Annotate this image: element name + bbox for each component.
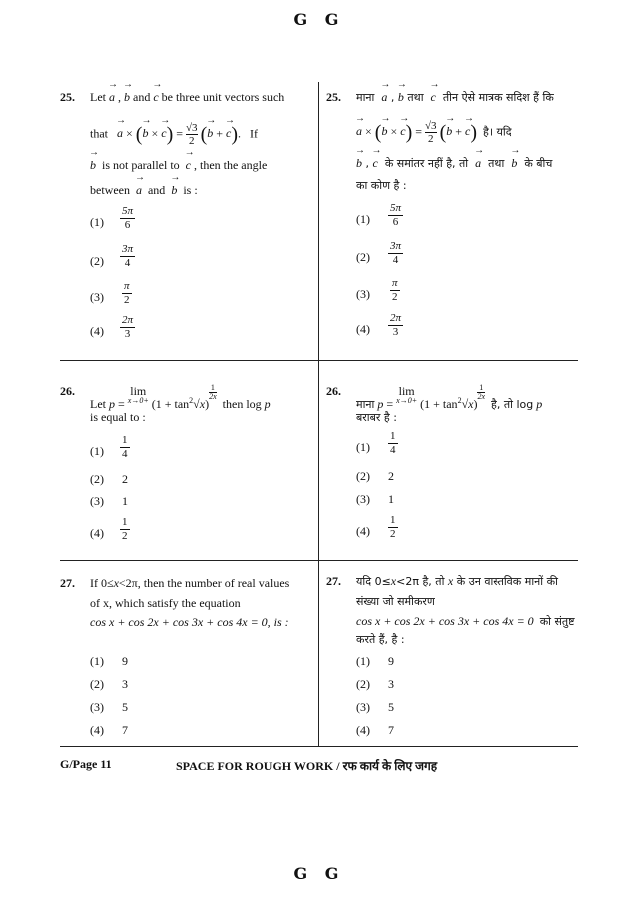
- q25-hi-option-1-value: $\frac{5\pi}{6}$: [390, 202, 402, 228]
- q25-en-line4: between → a and → b is :: [90, 183, 198, 198]
- q27-en-equation: cos x + cos 2x + cos 3x + cos 4x = 0, is :: [90, 615, 289, 629]
- q26-hi-option-4-label: (4): [356, 524, 370, 538]
- q26-hi-line1: माना p = lim x→0+ $(1 + \tan^2√x)$ $^{\frac{1}{2x}}$ है, तो log p: [356, 383, 543, 411]
- q26-separator-en: [60, 560, 318, 561]
- q25-hi-line1: माना → a , → b तथा → c तीन ऐसे मात्रक सदिश हैं कि: [356, 90, 554, 105]
- q27-hi-line4: करते हैं, है :: [356, 633, 405, 646]
- q26-en-option-2-label: (2): [90, 472, 104, 486]
- q26-hi-option-3-label: (3): [356, 492, 370, 506]
- q25-en-option-3-label: (3): [90, 290, 104, 304]
- q26-hi-option-4-value: $\frac{1}{2}$: [390, 514, 396, 540]
- q27-en-line2: of x, which satisfy the equation: [90, 596, 241, 610]
- q25-en-line2: that → a × (→ b × → c) = $\frac{√3}{2}$ (→ b + → c). If: [90, 122, 258, 147]
- column-divider: [318, 82, 319, 746]
- q27-en-option-2-label: (2): [90, 677, 104, 691]
- q27-hi-line1: यदि 0≤x<2π है, तो x के उन वास्तविक मानों की: [356, 574, 558, 588]
- q25-en-line3: → b is not parallel to → c , then the angle: [90, 158, 267, 173]
- q25-en-option-2-value: $\frac{3\pi}{4}$: [122, 243, 134, 269]
- q25-separator-hi: [318, 360, 578, 361]
- q26-en-option-1-value: $\frac{1}{4}$: [122, 434, 128, 460]
- q27-hi-option-2-value: 3: [388, 677, 394, 691]
- q26-en-line1: Let p = lim x→0+ $(1 + \tan^2√x)$ $^{\frac{1}{2x}}$ then log p: [90, 383, 271, 411]
- q27-hi-option-2-label: (2): [356, 677, 370, 691]
- q25-hi-option-1-label: (1): [356, 212, 370, 226]
- q26-en-option-2-value: 2: [122, 472, 128, 486]
- q26-separator-hi: [318, 560, 578, 561]
- q25-number: 25.: [60, 90, 75, 104]
- q25-hi-option-2-label: (2): [356, 250, 370, 264]
- q25-en-option-3-value: $\frac{\pi}{2}$: [124, 280, 130, 306]
- q26-en-option-3-label: (3): [90, 494, 104, 508]
- page-number: G/Page 11: [60, 757, 112, 771]
- q27-hi-line2: संख्या जो समीकरण: [356, 595, 435, 608]
- q27-en-option-1-label: (1): [90, 654, 104, 668]
- q26-en-option-4-value: $\frac{1}{2}$: [122, 516, 128, 542]
- q25-hi-option-3-value: $\frac{\pi}{2}$: [392, 277, 398, 303]
- q26-number-hi: 26.: [326, 384, 341, 398]
- footer-series-mark: G G: [293, 864, 345, 883]
- q27-en-option-4-label: (4): [90, 723, 104, 737]
- q27-number: 27.: [60, 576, 75, 590]
- header-series-mark: G G: [293, 10, 345, 29]
- q27-en-option-3-label: (3): [90, 700, 104, 714]
- q27-en-option-2-value: 3: [122, 677, 128, 691]
- q26-hi-option-1-label: (1): [356, 440, 370, 454]
- q25-hi-line4: का कोण है :: [356, 179, 407, 192]
- q26-hi-line2: बराबर है :: [356, 411, 397, 424]
- q26-en-option-4-label: (4): [90, 526, 104, 540]
- q25-en-option-2-label: (2): [90, 254, 104, 268]
- q27-hi-option-4-label: (4): [356, 723, 370, 737]
- q25-en-option-1-label: (1): [90, 215, 104, 229]
- q25-hi-line3: → b , → c के समांतर नहीं है, तो → a तथा → b के बीच: [356, 156, 552, 171]
- q27-en-option-1-value: 9: [122, 654, 128, 668]
- q26-en-option-3-value: 1: [122, 494, 128, 508]
- q25-hi-option-3-label: (3): [356, 287, 370, 301]
- q25-en-line1: Let → a , → b and → c be three unit vectors such: [90, 90, 284, 105]
- q25-number-hi: 25.: [326, 90, 341, 104]
- q27-hi-option-3-label: (3): [356, 700, 370, 714]
- q25-hi-option-4-label: (4): [356, 322, 370, 336]
- q27-en-option-3-value: 5: [122, 700, 128, 714]
- rough-work-label: SPACE FOR ROUGH WORK / रफ कार्य के लिए जगह: [176, 759, 438, 773]
- footer-rule: [60, 746, 578, 747]
- q25-hi-option-4-value: $\frac{2\pi}{3}$: [390, 312, 402, 338]
- q27-hi-option-1-value: 9: [388, 654, 394, 668]
- q26-en-line2: is equal to :: [90, 410, 146, 424]
- q26-hi-option-1-value: $\frac{1}{4}$: [390, 430, 396, 456]
- q27-hi-option-4-value: 7: [388, 723, 394, 737]
- q25-hi-line2: → a × (→ b × → c) = $\frac{√3}{2}$ (→ b + → c) है। यदि: [356, 120, 512, 145]
- q26-hi-option-2-label: (2): [356, 469, 370, 483]
- q27-en-line1: If 0≤x<2π, then the number of real values: [90, 576, 290, 590]
- q26-en-option-1-label: (1): [90, 444, 104, 458]
- q27-en-option-4-value: 7: [122, 723, 128, 737]
- q25-separator-en: [60, 360, 318, 361]
- q27-hi-option-1-label: (1): [356, 654, 370, 668]
- q25-en-option-1-value: $\frac{5\pi}{6}$: [122, 205, 134, 231]
- q27-hi-line3: cos x + cos 2x + cos 3x + cos 4x = 0 को संतुष्ट: [356, 614, 575, 628]
- q26-hi-option-3-value: 1: [388, 492, 394, 506]
- q25-en-option-4-value: $\frac{2\pi}{3}$: [122, 314, 134, 340]
- q25-en-option-4-label: (4): [90, 324, 104, 338]
- q27-number-hi: 27.: [326, 574, 341, 588]
- q26-hi-option-2-value: 2: [388, 469, 394, 483]
- q25-hi-option-2-value: $\frac{3\pi}{4}$: [390, 240, 402, 266]
- q26-number: 26.: [60, 384, 75, 398]
- q27-hi-option-3-value: 5: [388, 700, 394, 714]
